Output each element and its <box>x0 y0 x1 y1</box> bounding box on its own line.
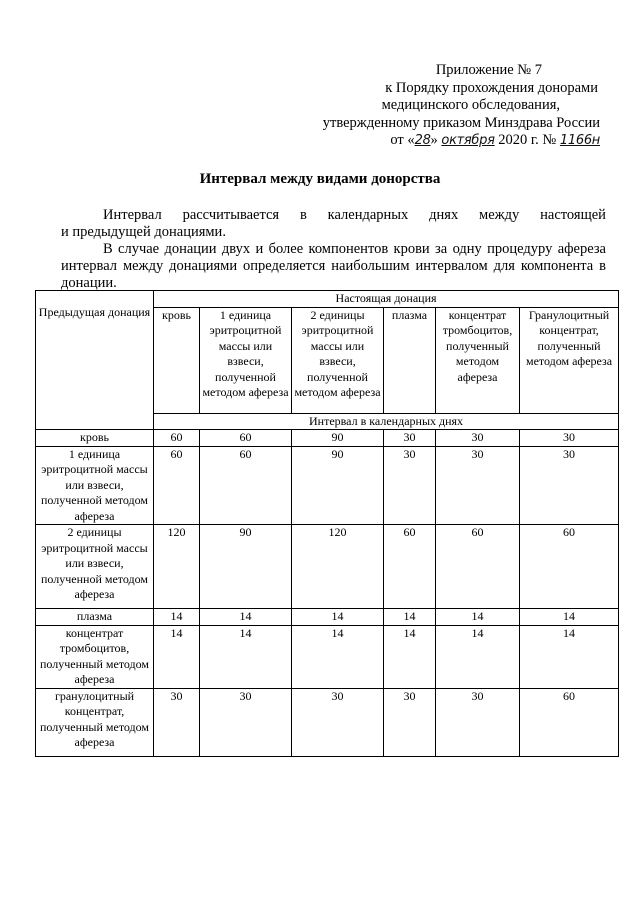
table-cell: 30 <box>384 688 436 756</box>
paragraph-1 <box>61 207 606 241</box>
row-header-label: Предыдущая донация <box>38 305 151 319</box>
word: в <box>299 207 307 223</box>
table-row <box>36 525 619 609</box>
date-prefix: от « <box>390 132 415 148</box>
table-cell: 14 <box>200 609 292 626</box>
table-cell: 30 <box>154 688 200 756</box>
table-cell: 60 <box>154 430 200 447</box>
handwritten-order-number: 1166н <box>559 133 600 148</box>
table-cell: 90 <box>200 525 292 609</box>
table-cell: 14 <box>154 609 200 626</box>
word: настоящей <box>540 207 606 223</box>
table-cell: 14 <box>154 625 200 688</box>
row-header-cell <box>36 291 154 430</box>
table-cell: 120 <box>154 525 200 609</box>
table-cell: 30 <box>200 688 292 756</box>
appendix-header <box>280 62 600 150</box>
paragraph-2 <box>61 241 606 292</box>
row-label: гранулоцитный концентрат, полученный методом афереза <box>36 688 154 756</box>
row-label: 2 единицы эритроцитной массы или взвеси, полученной методом афереза <box>36 525 154 609</box>
table-cell: 60 <box>154 446 200 525</box>
table-row <box>36 625 619 688</box>
column-header: 1 единица эритроцитной массы или взвеси, полученной методом афереза <box>200 307 292 413</box>
table-cell: 14 <box>436 625 520 688</box>
column-header: Гранулоцитный концентрат, полученный методом афереза <box>520 307 619 413</box>
table-row <box>36 688 619 756</box>
table-cell: 90 <box>292 446 384 525</box>
group-header-cell: Настоящая донация <box>154 291 619 308</box>
table-row <box>36 609 619 626</box>
table-cell: 30 <box>384 430 436 447</box>
column-header: концентрат тромбоцитов, полученный методом афереза <box>436 307 520 413</box>
column-header: 2 единицы эритроцитной массы или взвеси, полученной методом афереза <box>292 307 384 413</box>
table-cell: 14 <box>436 609 520 626</box>
table-cell: 30 <box>520 446 619 525</box>
table-cell: 60 <box>520 525 619 609</box>
column-header: кровь <box>154 307 200 413</box>
table-cell: 30 <box>384 446 436 525</box>
paragraph-1-rest: и предыдущей донациями. <box>61 224 226 240</box>
handwritten-day: 28 <box>414 133 431 148</box>
handwritten-month: октября <box>441 133 495 148</box>
column-header: плазма <box>384 307 436 413</box>
appendix-ref-line: к Порядку прохождения донорами <box>385 79 598 96</box>
word: между <box>479 207 520 223</box>
table-cell: 30 <box>292 688 384 756</box>
table-cell: 60 <box>436 525 520 609</box>
document-title: Интервал между видами донорства <box>199 171 441 187</box>
interval-subheader: Интервал в календарных днях <box>154 413 619 430</box>
date-year: 2020 г. № <box>494 132 560 148</box>
table-row <box>36 430 619 447</box>
appendix-date-line <box>280 132 600 150</box>
donation-interval-table <box>35 290 619 757</box>
table-cell: 60 <box>200 446 292 525</box>
table-cell: 30 <box>436 430 520 447</box>
date-mid: » <box>430 132 442 148</box>
row-label: 1 единица эритроцитной массы или взвеси, полученной методом афереза <box>36 446 154 525</box>
table-cell: 14 <box>200 625 292 688</box>
table-cell: 14 <box>384 609 436 626</box>
table-cell: 90 <box>292 430 384 447</box>
appendix-number: Приложение № 7 <box>435 62 542 78</box>
table-cell: 60 <box>384 525 436 609</box>
table-cell: 30 <box>520 430 619 447</box>
appendix-ref-line: утвержденному приказом Минздрава России <box>322 114 600 131</box>
word: Интервал <box>103 207 162 223</box>
table-cell: 14 <box>292 625 384 688</box>
row-label: кровь <box>36 430 154 447</box>
word: рассчитывается <box>182 207 280 223</box>
appendix-ref-line: медицинского обследования, <box>381 97 560 113</box>
table-cell: 120 <box>292 525 384 609</box>
table-cell: 14 <box>520 609 619 626</box>
table-cell: 14 <box>384 625 436 688</box>
row-label: плазма <box>36 609 154 626</box>
table-cell: 14 <box>292 609 384 626</box>
table-row <box>36 446 619 525</box>
paragraph-2-text: В случае донации двух и более компонентов крови за одну процедуру афереза интервал между донациями определяется наибольшим интервалом для компонента в донации. <box>61 241 606 291</box>
word: днях <box>429 207 459 223</box>
table-cell: 60 <box>520 688 619 756</box>
table-header-row <box>36 291 619 308</box>
table-cell: 30 <box>436 446 520 525</box>
word: календарных <box>327 207 409 223</box>
paragraph-1-first-line <box>61 207 606 224</box>
table-cell: 60 <box>200 430 292 447</box>
table-cell: 14 <box>520 625 619 688</box>
table-cell: 30 <box>436 688 520 756</box>
row-label: концентрат тромбоцитов, полученный методом афереза <box>36 625 154 688</box>
